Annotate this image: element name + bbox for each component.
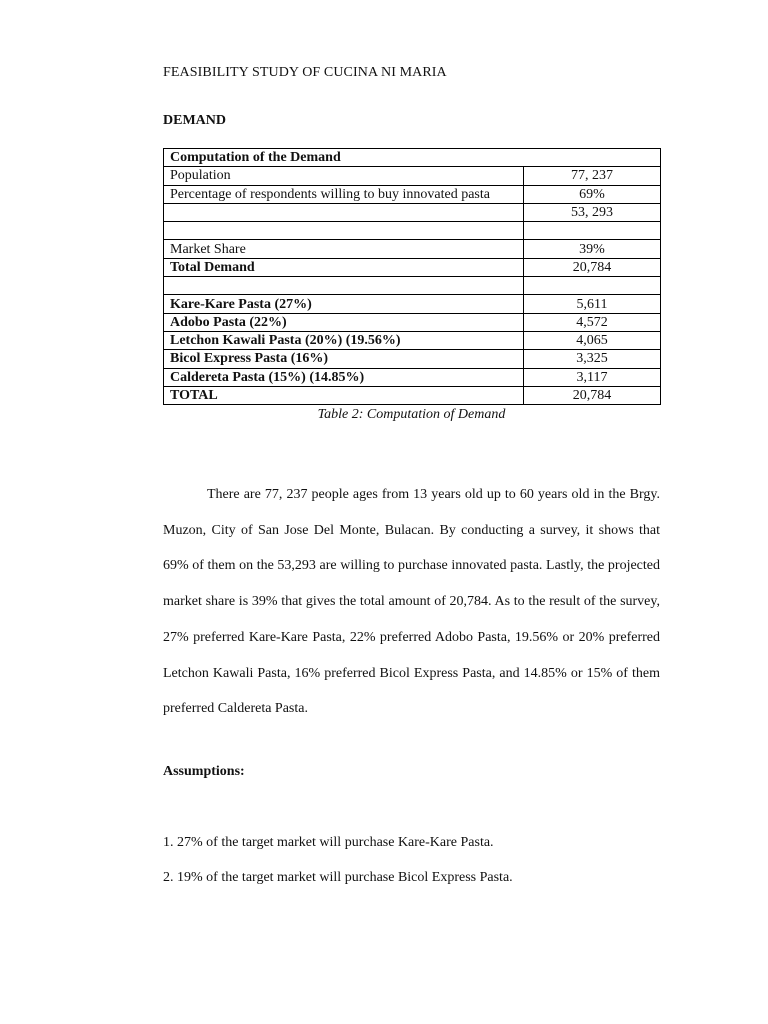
demand-table <box>163 148 661 405</box>
section-heading-demand: DEMAND <box>163 113 226 128</box>
document-title: FEASIBILITY STUDY OF CUCINA NI MARIA <box>163 65 447 80</box>
assumption-item: 2. 19% of the target market will purchase Bicol Express Pasta. <box>163 870 513 885</box>
table-row <box>164 295 661 313</box>
row-value: 4,572 <box>524 313 661 331</box>
row-label: Caldereta Pasta (15%) (14.85%) <box>164 368 524 386</box>
row-label: Kare-Kare Pasta (27%) <box>164 295 524 313</box>
row-value: 3,325 <box>524 350 661 368</box>
table-row <box>164 277 661 295</box>
assumption-item: 1. 27% of the target market will purchase Kare-Kare Pasta. <box>163 835 494 850</box>
row-label: Bicol Express Pasta (16%) <box>164 350 524 368</box>
row-value: 20,784 <box>524 258 661 276</box>
table-row <box>164 222 661 240</box>
table-row <box>164 368 661 386</box>
row-label <box>164 203 524 221</box>
table-row <box>164 350 661 368</box>
row-value: 69% <box>524 185 661 203</box>
table-row <box>164 331 661 349</box>
row-value: 53, 293 <box>524 203 661 221</box>
row-value <box>524 277 661 295</box>
row-label <box>164 277 524 295</box>
row-label: Total Demand <box>164 258 524 276</box>
row-label: Adobo Pasta (22%) <box>164 313 524 331</box>
table-row <box>164 167 661 185</box>
row-value: 77, 237 <box>524 167 661 185</box>
row-label <box>164 222 524 240</box>
row-label: Letchon Kawali Pasta (20%) (19.56%) <box>164 331 524 349</box>
body-paragraph: There are 77, 237 people ages from 13 years old up to 60 years old in the Brgy. Muzon, City of San Jose Del Monte, Bulacan. By conducting a survey, it shows that 69% of them on the 53,293 are willing to purchase innovated pasta. Lastly, the projected market share is 39% that gives the total amount of 20,784. As to the result of the survey, 27% preferred Kare-Kare Pasta, 22% preferred Adobo Pasta, 19.56% or 20% preferred Letchon Kawali Pasta, 16% preferred Bicol Express Pasta, and 14.85% or 15% of them preferred Caldereta Pasta. <box>163 487 660 717</box>
row-label: TOTAL <box>164 386 524 404</box>
row-value: 39% <box>524 240 661 258</box>
row-value <box>524 222 661 240</box>
table-row <box>164 185 661 203</box>
row-value: 20,784 <box>524 386 661 404</box>
row-value: 5,611 <box>524 295 661 313</box>
table-row <box>164 313 661 331</box>
table-header-row <box>164 149 661 167</box>
table-caption: Table 2: Computation of Demand <box>317 407 506 422</box>
assumptions-heading: Assumptions: <box>163 764 245 779</box>
table-row <box>164 258 661 276</box>
table-row <box>164 203 661 221</box>
table-row <box>164 240 661 258</box>
row-value: 3,117 <box>524 368 661 386</box>
table-row <box>164 386 661 404</box>
row-label: Market Share <box>164 240 524 258</box>
row-label: Percentage of respondents willing to buy innovated pasta <box>164 185 524 203</box>
row-value: 4,065 <box>524 331 661 349</box>
row-label: Population <box>164 167 524 185</box>
table-header: Computation of the Demand <box>164 149 661 167</box>
